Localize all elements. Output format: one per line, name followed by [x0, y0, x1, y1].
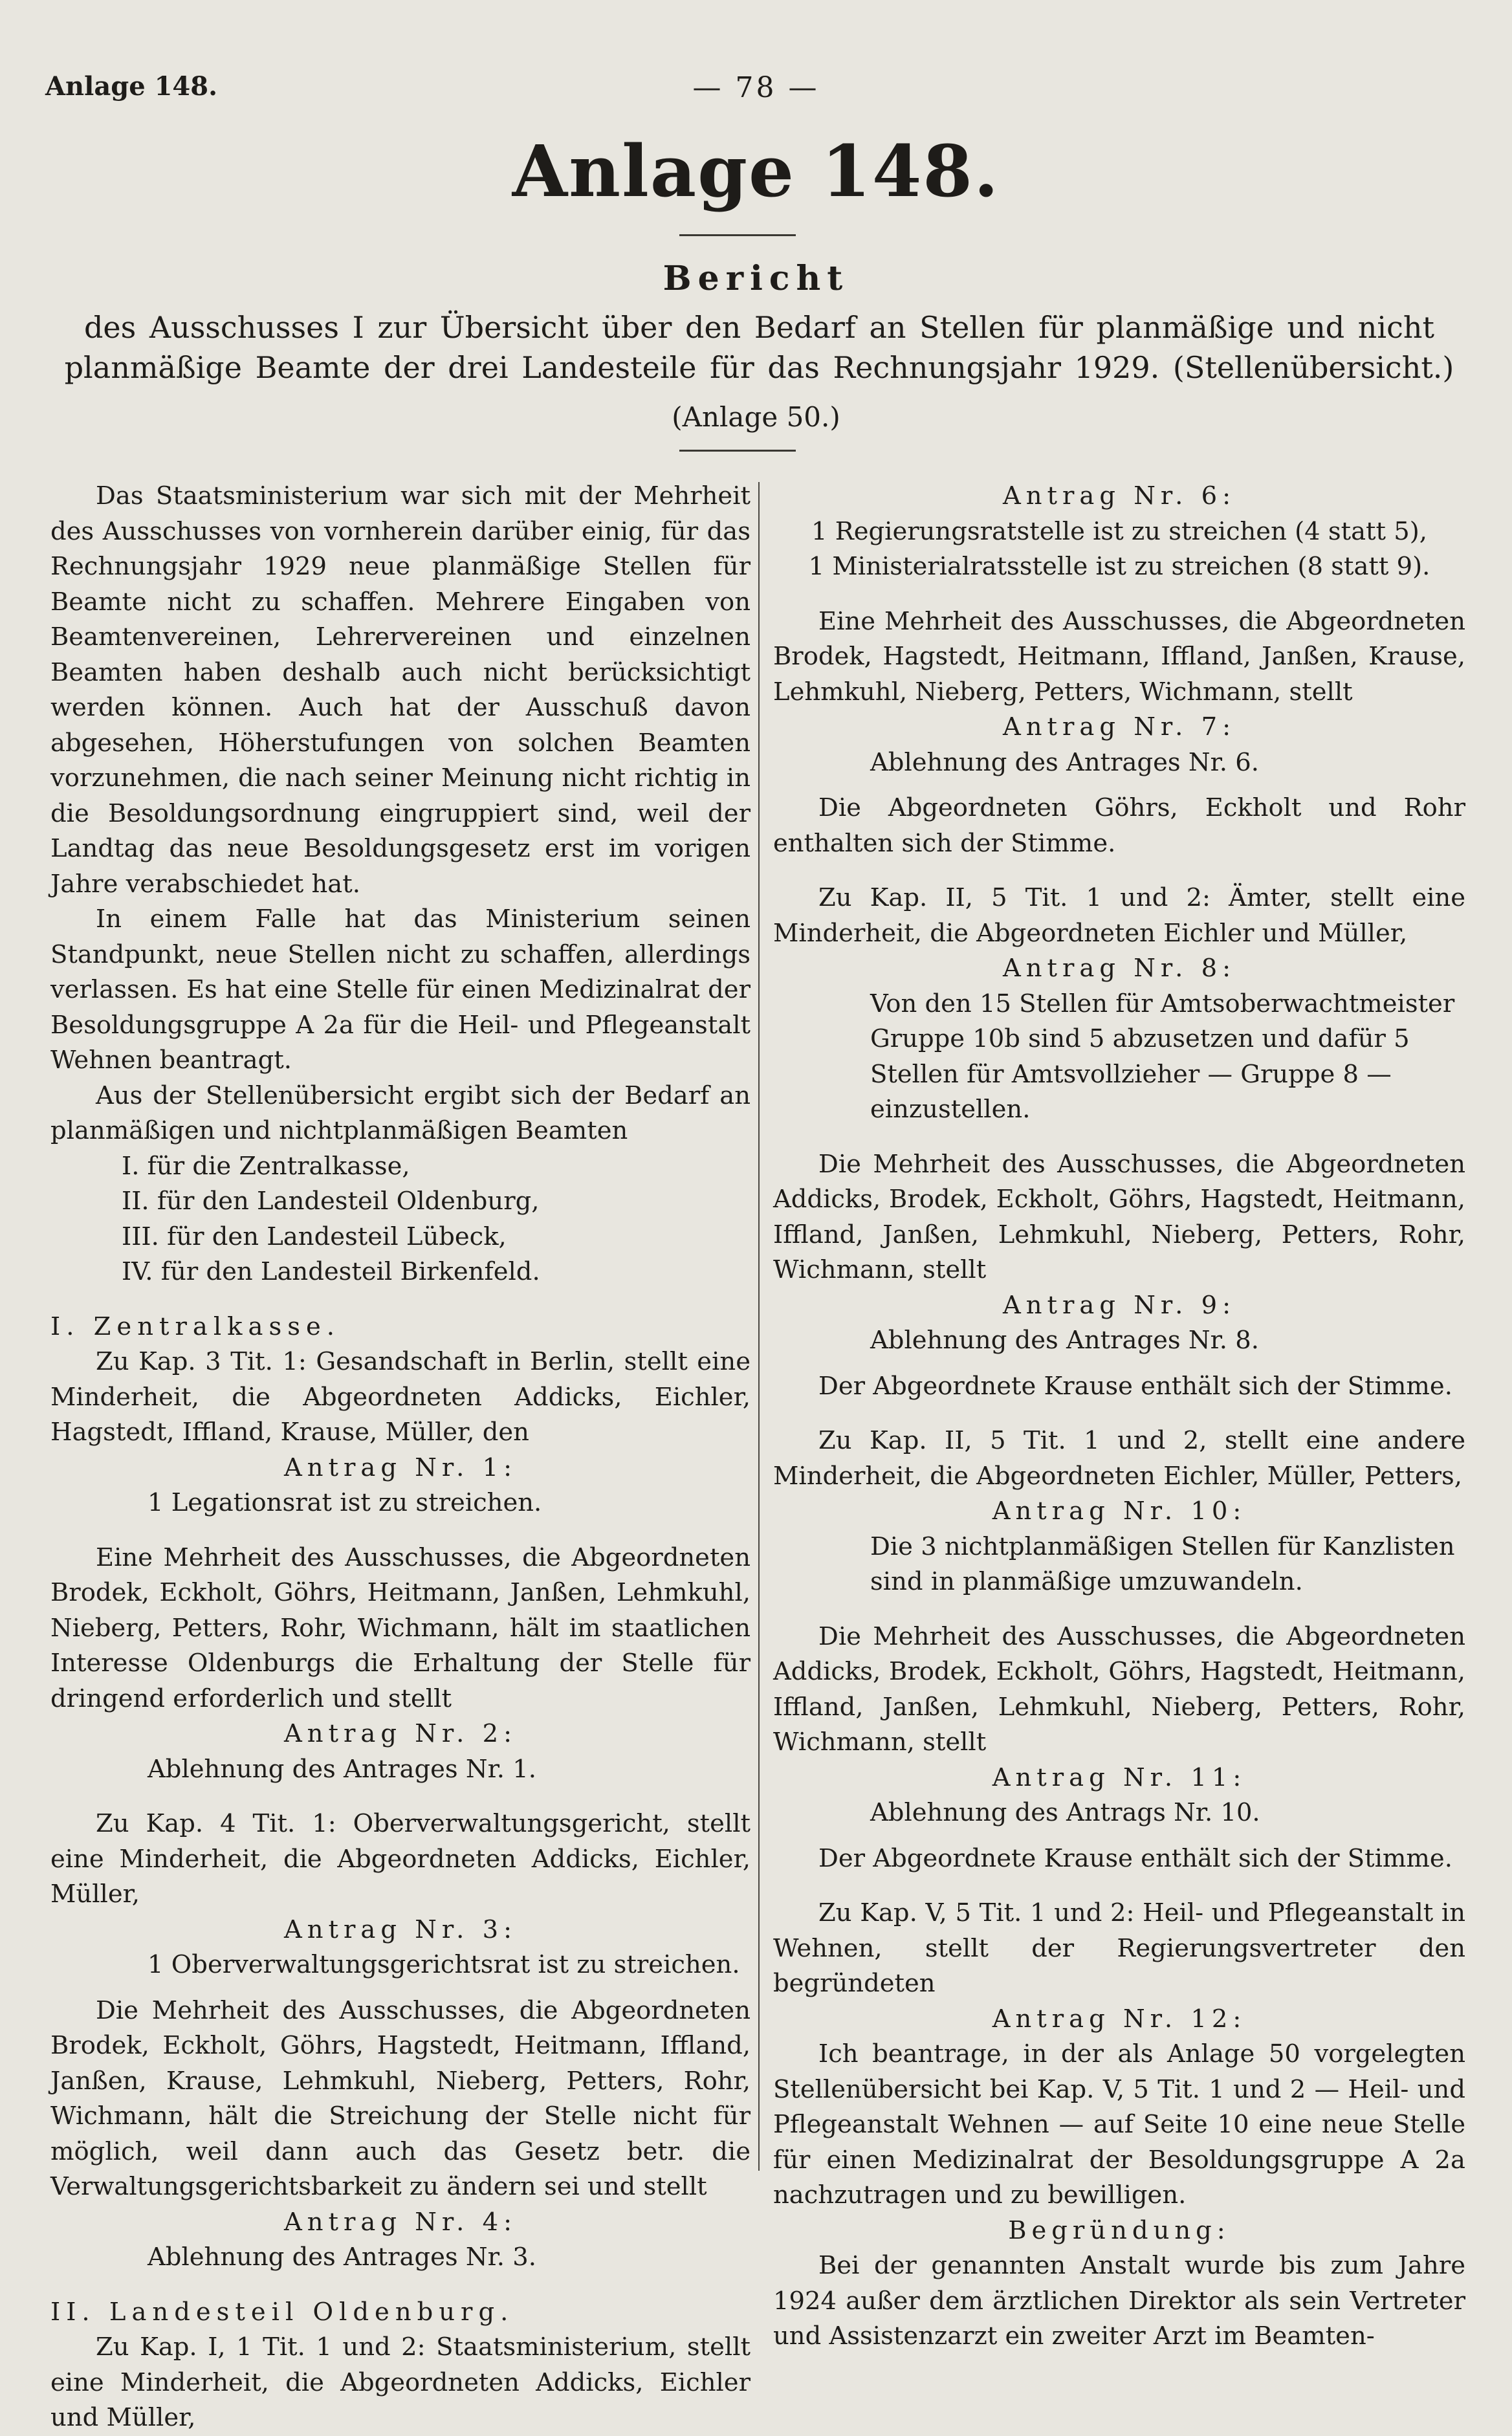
motion-text: Ablehnung des Antrages Nr. 6.	[870, 747, 1259, 777]
motion-text: Ablehnung des Antrages Nr. 1.	[148, 1754, 536, 1784]
document-title: Anlage 148.	[512, 129, 1000, 213]
motion-heading: Antrag Nr. 8:	[1002, 954, 1236, 983]
paragraph: Die Mehrheit des Ausschusses, die Abgeordneten Addicks, Brodek, Eckholt, Göhrs, Hagstedt, Heitmann, Iffland, Janßen, Lehmkuhl, Nieberg, Petters, Rohr, Wichmann, stellt	[773, 1621, 1465, 1757]
paragraph: Eine Mehrheit des Ausschusses, die Abgeordneten Brodek, Eckholt, Göhrs, Heitmann, Janßen, Lehmkuhl, Nieberg, Petters, Rohr, Wichmann, hält im staatlichen Interesse Oldenburgs die Erhaltung der Stelle für dringend erforderlich und stellt	[50, 1542, 751, 1713]
motion-text: Von den 15 Stellen für Amtsoberwachtmeister Gruppe 10b sind 5 abzusetzen und dafür 5 Stellen für Amtsvollzieher — Gruppe 8 — einzustellen.	[870, 989, 1455, 1124]
paragraph: Aus der Stellenübersicht ergibt sich der Bedarf an planmäßigen und nichtplanmäßigen Beamten	[50, 1081, 751, 1145]
motion-text: Ablehnung des Antrages Nr. 3.	[148, 2243, 536, 2272]
paragraph: Die Mehrheit des Ausschusses, die Abgeordneten Brodek, Eckholt, Göhrs, Hagstedt, Heitmann, Iffland, Janßen, Krause, Lehmkuhl, Nieberg, Petters, Rohr, Wichmann, hält die Streichung der Stelle nicht für möglich, weil dann auch das Gesetz betr. die Verwaltungsgerichtsbarkeit zu ändern sei und stellt	[50, 1995, 751, 2201]
paragraph: Zu Kap. I, 1 Tit. 1 und 2: Staatsministerium, stellt eine Minderheit, die Abgeordneten Addicks, Eichler und Müller,	[50, 2332, 751, 2432]
paragraph: Der Abgeordnete Krause enthält sich der Stimme.	[818, 1843, 1452, 1873]
paragraph: Zu Kap. 4 Tit. 1: Oberverwaltungsgericht, stellt eine Minderheit, die Abgeordneten Addicks, Eichler, Müller,	[50, 1809, 751, 1909]
motion-text: 1 Regierungsratstelle ist zu streichen (4 statt 5),	[811, 516, 1427, 546]
motion-heading: Antrag Nr. 3:	[283, 1915, 518, 1944]
paragraph: Zu Kap. 3 Tit. 1: Gesandschaft in Berlin, stellt eine Minderheit, die Abgeordneten Addicks, Eichler, Hagstedt, Iffland, Krause, Müller, den	[50, 1347, 751, 1447]
paragraph: Das Staatsministerium war sich mit der Mehrheit des Ausschusses von vornherein darüber einig, für das Rechnungsjahr 1929 neue planmäßige Stellen für Beamte nicht zu schaffen. Mehrere Eingaben von Beamtenvereinen, Lehrervereinen und einzelnen Beamten haben deshalb auch nicht berücksichtigt werden können. Auch hat der Ausschuß davon abgesehen, Höherstufungen von solchen Beamten vorzunehmen, die nach seiner Meinung nicht richtig in die Besoldungsordnung eingruppiert sind, weil der Landtag das neue Besoldungsgesetz erst im vorigen Jahre verabschiedet hat.	[50, 481, 751, 899]
list-item: II. für den Landesteil Oldenburg,	[122, 1187, 540, 1216]
motion-text: Ablehnung des Antrages Nr. 8.	[870, 1326, 1259, 1355]
motion-text: 1 Ministerialratsstelle ist zu streichen (8 statt 9).	[808, 552, 1430, 581]
paragraph: Eine Mehrheit des Ausschusses, die Abgeordneten Brodek, Hagstedt, Heitmann, Iffland, Janßen, Krause, Lehmkuhl, Nieberg, Petters, Wichmann, stellt	[773, 606, 1465, 707]
motion-heading: Antrag Nr. 11:	[992, 1762, 1247, 1792]
list-item: IV. für den Landesteil Birkenfeld.	[122, 1257, 540, 1286]
motion-heading: Antrag Nr. 12:	[992, 2004, 1247, 2034]
page-number: — 78 —	[692, 71, 820, 104]
motion-heading: Antrag Nr. 7:	[1002, 712, 1236, 741]
list-item: III. für den Landesteil Lübeck,	[122, 1222, 507, 1251]
report-reference: (Anlage 50.)	[672, 401, 840, 433]
report-subtitle: des Ausschusses I zur Übersicht über den Bedarf an Stellen für planmäßige und nicht planmäßige Beamte der drei Landesteile für das Rechnungsjahr 1929. (Stellenübersicht.)	[64, 310, 1454, 385]
right-column	[773, 479, 1465, 2354]
list-item: I. für die Zentralkasse,	[122, 1151, 410, 1181]
justification-heading: Begründung:	[1008, 2215, 1231, 2245]
paragraph: Zu Kap. V, 5 Tit. 1 und 2: Heil- und Pflegeanstalt in Wehnen, stellt der Regierungsvertreter den begründeten	[773, 1898, 1465, 1998]
paragraph: Zu Kap. II, 5 Tit. 1 und 2, stellt eine andere Minderheit, die Abgeordneten Eichler, Müller, Petters,	[773, 1426, 1465, 1491]
motion-heading: Antrag Nr. 6:	[1002, 481, 1236, 510]
motion-text: Die 3 nichtplanmäßigen Stellen für Kanzlisten sind in planmäßige umzuwandeln.	[870, 1531, 1455, 1596]
left-column	[50, 479, 751, 2436]
title-rule	[679, 234, 796, 236]
motion-heading: Antrag Nr. 4:	[283, 2207, 518, 2237]
motion-heading: Antrag Nr. 9:	[1002, 1290, 1236, 1320]
column-divider	[758, 482, 760, 2171]
paragraph: Der Abgeordnete Krause enthält sich der Stimme.	[818, 1371, 1452, 1401]
paragraph: Die Abgeordneten Göhrs, Eckholt und Rohr enthalten sich der Stimme.	[773, 793, 1465, 858]
report-heading: Bericht	[663, 259, 849, 298]
section-heading: I. Zentralkasse.	[50, 1311, 340, 1341]
motion-heading: Antrag Nr. 1:	[283, 1453, 518, 1482]
subtitle-rule	[679, 450, 796, 452]
motion-heading: Antrag Nr. 2:	[283, 1719, 518, 1748]
motion-text: 1 Legationsrat ist zu streichen.	[148, 1488, 542, 1517]
paragraph: In einem Falle hat das Ministerium seinen Standpunkt, neue Stellen nicht zu schaffen, allerdings verlassen. Es hat eine Stelle für einen Medizinalrat der Besoldungsgruppe A 2a für die Heil- und Pflegeanstalt Wehnen beantragt.	[50, 905, 751, 1075]
motion-text: 1 Oberverwaltungsgerichtsrat ist zu streichen.	[148, 1950, 740, 1979]
paragraph: Bei der genannten Anstalt wurde bis zum Jahre 1924 außer dem ärztlichen Direktor als sein Vertreter und Assistenzarzt ein zweiter Arzt im Beamten-	[773, 2251, 1465, 2351]
paragraph: Die Mehrheit des Ausschusses, die Abgeordneten Addicks, Brodek, Eckholt, Göhrs, Hagstedt, Heitmann, Iffland, Janßen, Lehmkuhl, Nieberg, Petters, Rohr, Wichmann, stellt	[773, 1149, 1465, 1284]
running-header-left: Anlage 148.	[45, 71, 217, 102]
motion-text: Ich beantrage, in der als Anlage 50 vorgelegten Stellenübersicht bei Kap. V, 5 Tit. 1 und 2 — Heil- und Pflegeanstalt Wehnen — auf Seite 10 eine neue Stelle für einen Medizinalrat der Besoldungsgruppe A 2a nachzutragen und zu bewilligen.	[773, 2039, 1465, 2210]
paragraph: Zu Kap. II, 5 Tit. 1 und 2: Ämter, stellt eine Minderheit, die Abgeordneten Eichler und Müller,	[773, 883, 1465, 948]
motion-heading: Antrag Nr. 10:	[992, 1497, 1247, 1526]
motion-text: Ablehnung des Antrags Nr. 10.	[870, 1798, 1260, 1827]
section-heading: II. Landesteil Oldenburg.	[50, 2297, 514, 2327]
